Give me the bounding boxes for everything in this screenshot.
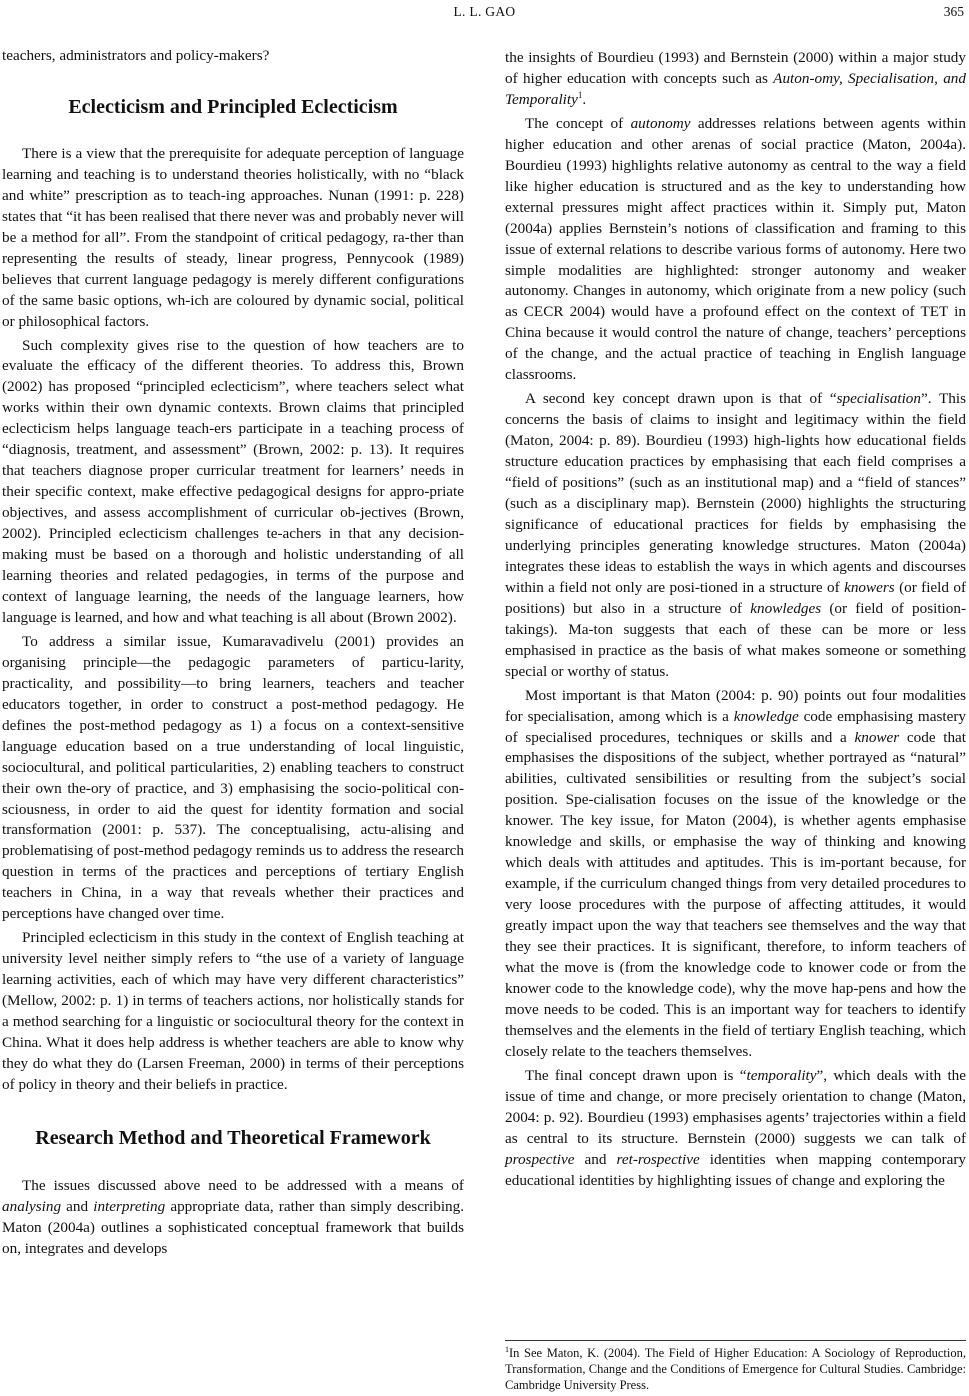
italic-term: analysing <box>2 1197 62 1215</box>
text-run: The concept of <box>525 114 624 132</box>
text-run: identities when mapping contemporary educational identities by highlighting issues of change and exploring the <box>505 1150 967 1189</box>
text-run: code that emphasises the dispositions of the subject, whether portrayed as “natural” abilities, cultivated sensibilities or resulting from the subject’s social position. Spe-cialisation focuses on the issue of the knowledge or the knower. The key issue, for Maton (2004), is whether agents emphasise knowledge and skills, or emphasise the way of thinking and knowing which deals with attitudes and aptitudes. This is im-portant because, for example, if the curriculum changed things from very detailed procedures to very loose procedures with the purpose of affecting attitudes, it would greatly impact upon the way that teachers see themselves and the way that they see their practices. It is significant, therefore, to inform teachers of what the move is (from the knowledge code to knower code or from the knower code to the knowledge code), why the move hap-pens and how the move needs to be coded. This is an important way for teachers to identify themselves and the elements in the field of tertiary English teaching, which closely relate to the teachers themselves. <box>505 728 967 1060</box>
italic-term: ret-rospective <box>616 1150 700 1168</box>
paragraph <box>505 1066 966 1192</box>
paragraph <box>505 114 966 386</box>
left-column <box>2 46 464 1260</box>
footnote <box>505 1340 966 1393</box>
italic-term: prospective <box>505 1150 575 1168</box>
page-number: 365 <box>943 4 964 19</box>
italic-term: knowledges <box>750 599 822 617</box>
paragraph: Such complexity gives rise to the question of how teachers are to evaluate the efficacy of the different theories. To address this, Brown (2002) has proposed “principled eclecticism”, where teachers select what works within their own dynamic contexts. Brown claims that principled eclecticism helps language teach-ers participate in a teaching process of “diagnosis, treatment, and assessment” (Brown, 2002: p. 13). It requires that teachers diagnose proper curricular treatment for learners’ needs in their specific context, make effective pedagogical designs for appro-priate objectives, and assess accomplishment of curricular ob-jectives (Brown, 2002). Principled eclecticism challenges te-achers in that any decision-making must be based on a thorough and holistic understanding of all learning theories and related pedagogies, in terms of the purpose and context of language learning, the needs of the language learners, how language is learned, and how and what teaching is all about (Brown 2002). <box>2 336 464 626</box>
footnote-marker: 1 <box>577 89 583 100</box>
text-run: (or field of positions) but also in a structure of <box>505 578 967 617</box>
text-run: and <box>584 1150 607 1168</box>
text-run: and <box>66 1197 89 1215</box>
text-run: (or field of position-takings). Ma-ton suggests that each of these can be more or less emphasised in practice as the basis of what makes someone or something special or worthy of status. <box>505 599 967 680</box>
paragraph <box>505 686 966 1063</box>
italic-term: Auton-omy, Specialisation, and Temporality <box>505 69 966 108</box>
text-run: ”, which deals with the issue of time and change, or more precisely orientation to change (Maton, 2004: p. 92). Bourdieu (1993) emphasises agents’ trajectories within a field as central to its structure. Bernstein (2000) suggests we can talk of <box>505 1066 966 1147</box>
text-run: the insights of Bourdieu (1993) and Bernstein (2000) within a major study of higher education with concepts such as <box>505 49 966 87</box>
italic-term: interpreting <box>93 1197 166 1215</box>
text-run: A second key concept drawn upon is that of “ <box>525 390 837 408</box>
paragraph <box>505 48 966 111</box>
text-run: code emphasising mastery of specialised procedures, techniques or skills and a <box>505 707 966 746</box>
paragraph: There is a view that the prerequisite for adequate perception of language learning and teaching is to understand theories holistically, with no “black and white” prescription as to teach-ing approaches. Nunan (1991: p. 228) states that “it has been realised that there never was and probably never will be a method for all”. From the standpoint of critical pedagogy, ra-ther than representing the results of steady, linear progress, Pennycook (1989) believes that current language pedagogy is merely different configurations of the same basic options, wh-ich are coloured by dynamic social, political or philosophical factors. <box>2 144 464 330</box>
footnote-text: In See Maton, K. (2004). The Field of Higher Education: A Sociology of Reproduction, Transformation, Change and the Conditions of Emergence for Cultural Studies. Cambridge: Cambridge University Press. <box>505 1346 966 1392</box>
italic-term: specialisation <box>836 390 921 408</box>
right-column <box>505 48 966 1191</box>
paragraph: Principled eclecticism in this study in the context of English teaching at university level neither simply refers to “the use of a variety of language learning activities, each of which may have very different characteristics” (Mellow, 2002: p. 1) in terms of teachers actions, nor holistically stands for a method searching for a linguistic or sociocultural theory for the context in China. What it does help address is whether teachers are able to know why they do what they do (Larsen Freeman, 2000) in terms of their perceptions of policy in theory and their beliefs in practice. <box>2 929 464 1093</box>
text-run: The final concept drawn upon is “ <box>525 1066 747 1084</box>
section-heading-research-method: Research Method and Theoretical Framework <box>35 1126 431 1149</box>
text-run: ”. This concerns the basis of claims to insight and legitimacy within the field (Maton, 2004: p. 89). Bourdieu (1993) high-lights how educational fields structure education practices by emphasising that each field comprises a “field of positions” (such as an institutional map) and a “field of stances” (such as a disciplinary map). Bernstein (2000) highlights the structuring significance of educational practices for fields by emphasising the underlying principles generating knowledge structures. Maton (2004a) integrates these ideas to establish the ways in which agents and discourses within a field not only are posi-tioned in a structure of <box>505 390 966 596</box>
italic-term: temporality <box>746 1066 817 1084</box>
italic-term: knowers <box>844 578 895 596</box>
text-run: . <box>582 90 587 108</box>
paragraph <box>2 1176 464 1260</box>
running-header-author: L. L. GAO <box>453 4 516 19</box>
text-run: appropriate data, rather than simply describing. Maton (2004a) outlines a sophisticated conceptual framework that builds on, integrates and develops <box>2 1197 465 1257</box>
paragraph: To address a similar issue, Kumaravadivelu (2001) provides an organising principle—the pedagogic parameters of particu-larity, practicality, and possibility—to bring learners, teachers and teacher educators together, in order to construct a post-method pedagogy. He defines the post-method pedagogy as 1) a focus on a context-sensitive language education based on a true understanding of local linguistic, sociocultural, and political particularities, 2) enabling teachers to construct their own the-ory of practice, and 3) emphasising the socio-political con-sciousness, in order to aid the quest for identity formation and social transformation (2001: p. 537). The conceptualising, actu-alising and problematising of post-method pedagogy reminds us to address the research question in terms of the practices and perceptions of tertiary English teachers in China, in a way that reveals whether their practices and perceptions have changed over time. <box>2 632 464 923</box>
text-run: The issues discussed above need to be addressed with a means of <box>22 1176 464 1194</box>
paragraph <box>505 389 966 682</box>
section-heading-eclecticism: Eclecticism and Principled Eclecticism <box>68 95 398 118</box>
running-header <box>0 4 969 20</box>
italic-term: autonomy <box>630 114 691 132</box>
italic-term: knower <box>854 728 900 746</box>
footnote-marker: 1 <box>505 1344 509 1354</box>
text-run: addresses relations between agents within higher education and other arenas of social practice (Maton, 2004a). Bourdieu (1993) highlights relative autonomy as central to the way a field like higher education is structured and as the key to understanding how external pressures might affect practices within it. Simply put, Maton (2004a) applies Bernstein’s notions of classification and framing to this issue of external relations to describe various forms of autonomy. Here two simple modalities are highlighted: stronger autonomy and weaker autonomy. Changes in autonomy, which originate from a new policy (such as CECR 2004) would have a profound effect on the context of TET in China because it would control the nature of change, teachers’ perceptions of the change, and the actual practice of teaching in English language classrooms. <box>505 114 966 384</box>
paragraph: teachers, administrators and policy-makers? <box>2 47 270 64</box>
text-run: Most important is that Maton (2004: p. 90) points out four modalities for specialisation, among which is a <box>505 686 966 725</box>
italic-term: knowledge <box>733 707 799 725</box>
